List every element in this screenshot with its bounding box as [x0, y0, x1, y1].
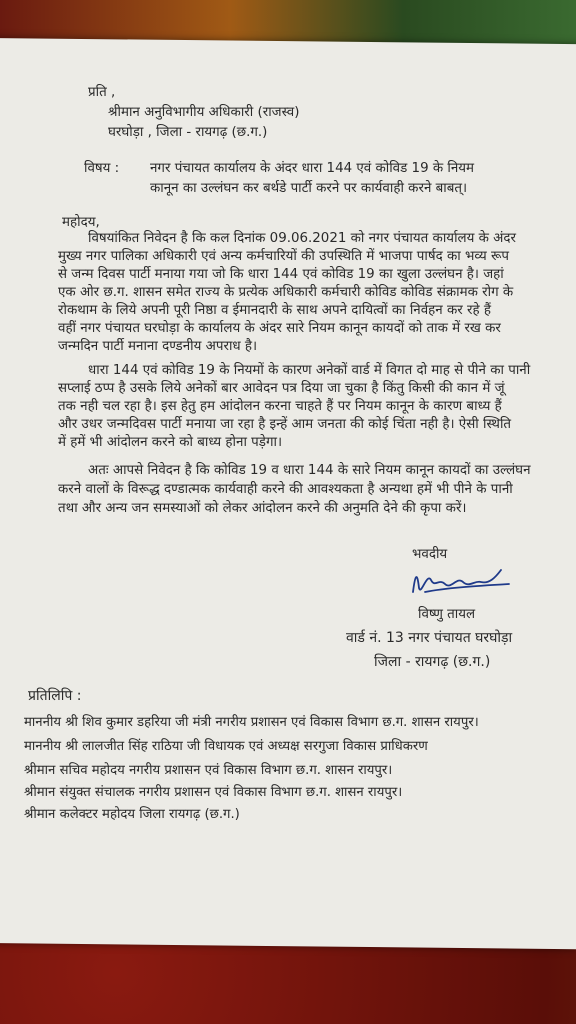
paragraph-1-line: से जन्म दिवस पार्टी मनाया गया जो कि धारा 144 एवं कोविड 19 का खुला उल्लंघन है। जहां	[58, 267, 504, 282]
salutation: महोदय,	[62, 215, 100, 230]
paragraph-3-line: अतः आपसे निवेदन है कि कोविड 19 व धारा 144 के सारे नियम कानून कायदों का उल्लंघन	[88, 463, 531, 478]
paragraph-1-line: जन्मदिन पार्टी मनाना दण्डनीय अपराध है।	[58, 339, 258, 354]
cc-label: प्रतिलिपि :	[28, 688, 82, 704]
paragraph-2-line: तक नही चल रहा है। इस हेतु हम आंदोलन करना चाहते हैं पर नियम कानून के कारण बाध्य हैं	[58, 399, 502, 414]
paragraph-3-line: करने वालों के विरूद्ध दण्डात्मक कार्यवाही करने की आवश्यकता है अन्यथा हमें भी पीने के पानी	[58, 482, 513, 497]
subject-line-2: कानून का उल्लंघन कर बर्थडे पार्टी करने पर कार्यवाही करने बाबत्।	[150, 181, 468, 196]
valediction: भवदीय	[412, 547, 448, 562]
sender-name: विष्णु तायल	[418, 607, 476, 622]
cc-item: श्रीमान संयुक्त संचालक नगरीय प्रशासन एवं विकास विभाग छ.ग. शासन रायपुर।	[24, 785, 403, 800]
paragraph-2-line: धारा 144 एवं कोविड 19 के नियमों के कारण अनेकों वार्ड में विगत दो माह से पीने का पानी	[88, 363, 531, 378]
cc-item: श्रीमान कलेक्टर महोदय जिला रायगढ़ (छ.ग.)	[24, 807, 240, 822]
subject-label: विषय :	[84, 161, 120, 176]
paragraph-1-line: एक ओर छ.ग. शासन समेत राज्य के प्रत्येक अधिकारी कर्मचारी कोविड कोविड संक्रामक रोग के	[58, 285, 514, 300]
paragraph-1-line: विषयांकित निवेदन है कि कल दिनांक 09.06.2021 को नगर पंचायत कार्यालय के अंदर	[88, 231, 517, 246]
paragraph-1-line: वहीं नगर पंचायत घरघोड़ा के कार्यालय के अंदर सारे नियम कानून कायदों को ताक में रख कर	[58, 321, 501, 336]
addressee-line-2: घरघोड़ा , जिला - रायगढ़ (छ.ग.)	[108, 125, 268, 140]
paragraph-2-line: और उधर जन्मदिवस पार्टी मनाया जा रहा है इन्हें आम जनता की कोई चिंता नही है। ऐसी स्थिति	[58, 417, 512, 432]
sender-designation: वार्ड नं. 13 नगर पंचायत घरघोड़ा	[346, 630, 513, 646]
cc-item: माननीय श्री शिव कुमार डहरिया जी मंत्री नगरीय प्रशासन एवं विकास विभाग छ.ग. शासन रायपुर।	[24, 715, 479, 730]
signature-image	[405, 562, 515, 602]
cc-item: माननीय श्री लालजीत सिंह राठिया जी विधायक एवं अध्यक्ष सरगुजा विकास प्राधिकरण	[24, 739, 428, 754]
paragraph-1-line: रोकथाम के लिये अपनी पूरी निष्ठा व ईमानदारी के साथ अपने दायित्वों का निर्वहन कर रहे हैं	[58, 303, 491, 318]
paragraph-1-line: मुख्य नगर पालिका अधिकारी एवं अन्य कर्मचारियों की उपस्थिति में भाजपा पार्षद का भव्य रूप	[58, 249, 509, 264]
paragraph-2-line: में हमें भी आंदोलन करने को बाध्य होना पड़ेगा।	[58, 435, 283, 450]
sender-district: जिला - रायगढ़ (छ.ग.)	[374, 654, 491, 670]
subject-line-1: नगर पंचायत कार्यालय के अंदर धारा 144 एवं कोविड 19 के नियम	[150, 161, 475, 176]
paragraph-2-line: सप्लाई ठप्प है उसके लिये अनेकों बार आवेदन पत्र दिया जा चुका है किंतु किसी की कान में जूं	[58, 381, 505, 396]
to-label: प्रति ,	[88, 85, 116, 100]
paragraph-3-line: तथा और अन्य जन समस्याओं को लेकर आंदोलन करने की अनुमति देने की कृपा करें।	[58, 501, 467, 516]
cc-item: श्रीमान सचिव महोदय नगरीय प्रशासन एवं विकास विभाग छ.ग. शासन रायपुर।	[24, 763, 393, 778]
addressee-line-1: श्रीमान अनुविभागीय अधिकारी (राजस्व)	[108, 105, 300, 120]
